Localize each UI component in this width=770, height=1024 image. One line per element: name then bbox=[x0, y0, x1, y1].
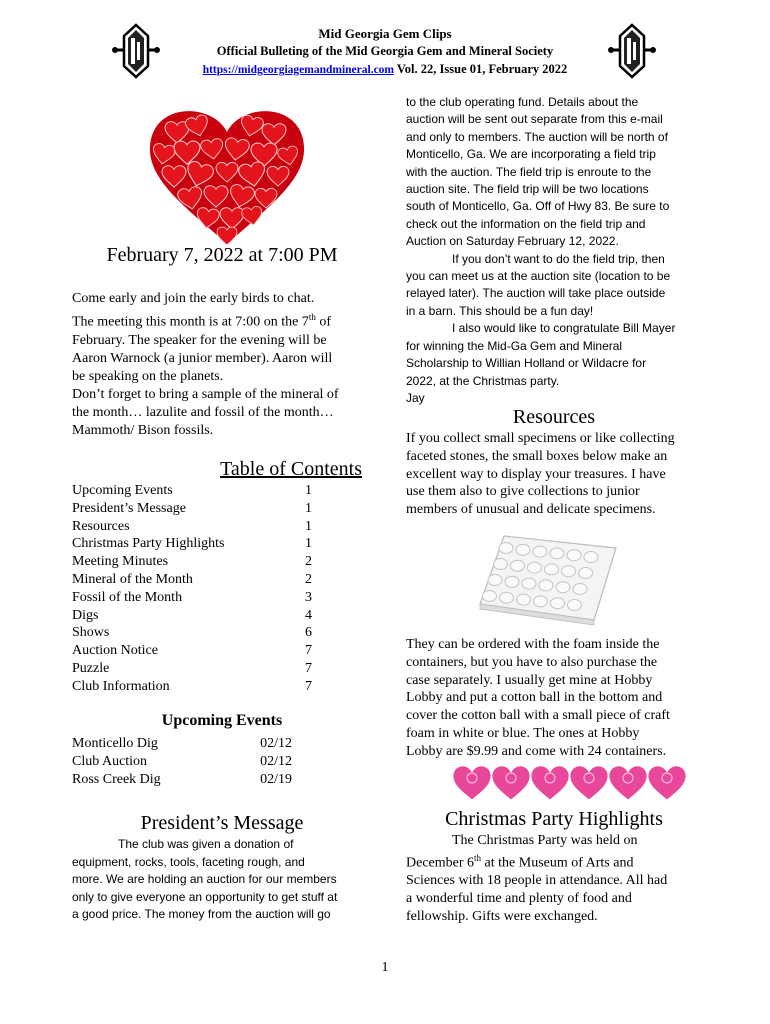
paragraph-line: The club was given a donation of bbox=[118, 837, 294, 851]
toc-row[interactable]: Christmas Party Highlights 1 bbox=[72, 536, 312, 552]
page-number: 1 bbox=[381, 960, 389, 975]
newsletter-info-line bbox=[0, 62, 770, 77]
paragraph-line: only to give everyone an opportunity to get stuff at bbox=[72, 889, 338, 904]
paragraph-line: a good price. The money from the auction will go bbox=[72, 907, 331, 921]
specimen-jar bbox=[534, 596, 548, 607]
christmas-party-heading: Christmas Party Highlights bbox=[445, 808, 663, 830]
meeting-line: the month… lazulite and fossil of the month… bbox=[72, 404, 334, 420]
issue-info: Vol. 22, Issue 01, February 2022 bbox=[396, 62, 568, 76]
christmas-party-text: The Christmas Party was held on December 6th at the Museum of Arts and Sciences with 18 people in attendance. All had a wonderful time and plenty of food and fellowship. Gifts were exchanged. bbox=[406, 833, 668, 924]
toc-row[interactable]: President’s Message 1 bbox=[72, 500, 312, 516]
specimen-jar bbox=[494, 559, 508, 570]
newsletter-subtitle: Official Bulleting of the Mid Georgia Gem and Mineral Society bbox=[216, 44, 554, 58]
toc-row[interactable]: Upcoming Events 1 bbox=[72, 483, 312, 498]
toc-row[interactable]: Digs 4 bbox=[72, 607, 312, 623]
specimen-jar bbox=[488, 575, 502, 586]
meeting-line: February. The speaker for the evening will be bbox=[72, 332, 327, 348]
presidents-message-continued: to the club operating fund. Details about the auction will be sent out separate from this e-mail and only to members. The auction will be north of Monticello, Ga. We are incorporating a field trip with the auction. The field trip is enroute to the auction site. The field trip will be two locations south of Monticello, Ga. Off of Hwy 83. Be sure to check out the information on the field trip and Auction on Saturday February 12, 2022. If you don’t want to do the field trip, then you can meet us at the auction site (location to be relayed later). The auction will take place outside in a barn. This should be a fun day! I also would like to congratulate Bill Mayer for winning the Mid-Ga Gem and Mineral Scholarship to Willian Holland or Wildacre for 2022, at the Christmas party. Jay bbox=[406, 94, 702, 407]
specimen-jar bbox=[499, 543, 513, 554]
pink-hearts-divider-icon bbox=[452, 760, 692, 802]
meeting-line: Mammoth/ Bison fossils. bbox=[72, 422, 214, 438]
heart-cluster-icon bbox=[142, 102, 312, 248]
signoff: Jay bbox=[406, 390, 425, 405]
specimen-jar bbox=[533, 546, 547, 557]
specimen-jar bbox=[556, 582, 570, 593]
meeting-text bbox=[72, 290, 372, 440]
toc-row[interactable]: Club Information 7 bbox=[72, 678, 312, 694]
list-item: Monticello Dig 02/12 bbox=[72, 736, 292, 751]
specimen-jar bbox=[517, 594, 531, 605]
newsletter-title: Mid Georgia Gem Clips bbox=[318, 26, 452, 41]
specimen-jar bbox=[584, 552, 598, 563]
specimen-jar bbox=[573, 584, 587, 595]
table-of-contents bbox=[72, 482, 312, 696]
specimen-jar bbox=[539, 580, 553, 591]
website-link[interactable]: https://midgeorgiagemandmineral.com bbox=[202, 64, 395, 76]
specimen-jar bbox=[550, 548, 564, 559]
list-item: Ross Creek Dig 02/19 bbox=[72, 772, 292, 787]
toc-row[interactable]: Resources 1 bbox=[72, 518, 312, 534]
presidents-message-heading: President’s Message bbox=[140, 812, 304, 834]
resources-heading: Resources bbox=[512, 406, 596, 428]
paragraph-line: equipment, rocks, tools, faceting rough, and bbox=[72, 854, 305, 869]
specimen-jar bbox=[551, 598, 565, 609]
toc-row[interactable]: Meeting Minutes 2 bbox=[72, 554, 312, 570]
presidents-message-text bbox=[72, 836, 372, 924]
specimen-jar bbox=[511, 560, 525, 571]
meeting-line: The meeting this month is at 7:00 on the 7th of bbox=[72, 312, 331, 330]
specimen-box-case-image bbox=[474, 528, 624, 628]
meeting-line: be speaking on the planets. bbox=[72, 368, 224, 384]
paragraph-line: more. We are holding an auction for our members bbox=[72, 872, 337, 886]
specimen-jar bbox=[483, 591, 497, 602]
toc-row[interactable]: Mineral of the Month 2 bbox=[72, 571, 312, 587]
meeting-heading: February 7, 2022 at 7:00 PM bbox=[106, 244, 338, 266]
meeting-line: Aaron Warnock (a junior member). Aaron will bbox=[72, 350, 333, 366]
specimen-jar bbox=[567, 550, 581, 561]
toc-row[interactable]: Fossil of the Month 3 bbox=[72, 589, 312, 605]
specimen-jar bbox=[505, 576, 519, 587]
upcoming-events-list bbox=[72, 735, 292, 789]
meeting-line: Don’t forget to bring a sample of the mineral of bbox=[72, 386, 339, 402]
specimen-jar bbox=[516, 544, 530, 555]
meeting-line: Come early and join the early birds to chat. bbox=[72, 291, 315, 306]
list-item: Club Auction 02/12 bbox=[72, 754, 292, 769]
specimen-jar bbox=[522, 578, 536, 589]
toc-row[interactable]: Shows 6 bbox=[72, 625, 312, 641]
upcoming-events-heading: Upcoming Events bbox=[161, 712, 283, 729]
resources-text: If you collect small specimens or like collecting faceted stones, the small boxes below make an excellent way to display your treasures. I have use them also to give collections to junior members of unusual and delicate specimens. bbox=[406, 431, 675, 518]
specimen-jar bbox=[562, 566, 576, 577]
specimen-jar bbox=[568, 600, 582, 611]
toc-heading: Table of Contents bbox=[220, 458, 362, 480]
resources-text-continued: They can be ordered with the foam inside the containers, but you have to also purchase the case separately. I usually get mine at Hobby Lobby and put a cotton ball in the bottom and cover the cotton ball with a small piece of craft foam in white or blue. The ones at Hobby Lobby are $9.99 and come with 24 containers. bbox=[406, 637, 670, 759]
toc-row[interactable]: Puzzle 7 bbox=[72, 660, 312, 676]
specimen-jar bbox=[500, 592, 514, 603]
specimen-jar bbox=[579, 568, 593, 579]
specimen-jar bbox=[545, 564, 559, 575]
toc-row[interactable]: Auction Notice 7 bbox=[72, 643, 312, 659]
specimen-jar bbox=[528, 562, 542, 573]
